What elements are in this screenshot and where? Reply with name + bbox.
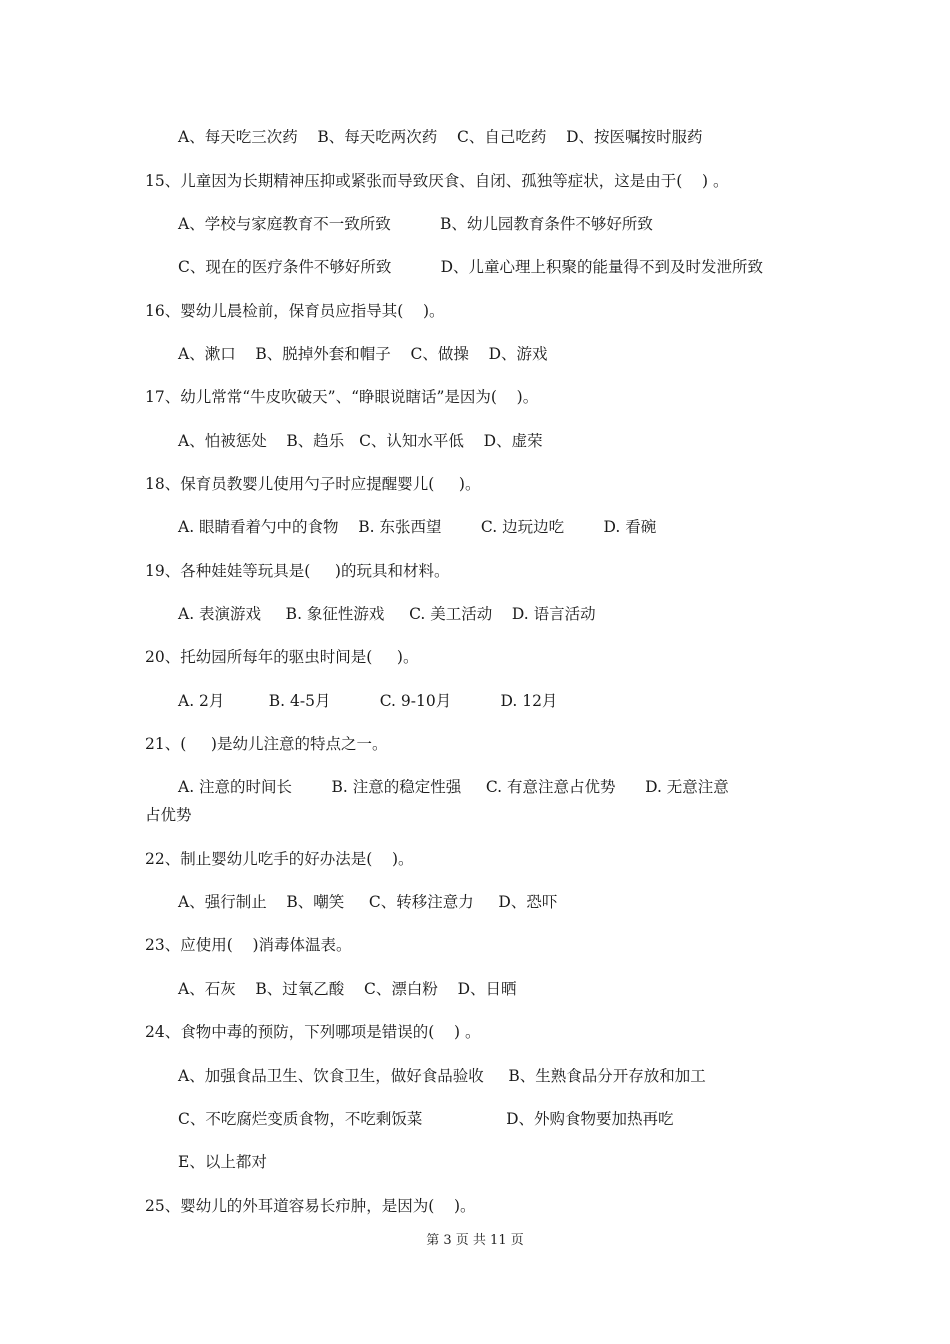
question-text: 21、( )是幼儿注意的特点之一。 [145, 735, 388, 753]
question-text: 15、儿童因为长期精神压抑或紧张而导致厌食、自闭、孤独等症状，这是由于( ) 。 [145, 172, 729, 190]
question-text: A、每天吃三次药 B、每天吃两次药 C、自己吃药 D、按医嘱按时服药 [178, 128, 703, 146]
option-text: A. 眼睛看着勺中的食物 B. 东张西望 C. 边玩边吃 D. 看碗 [178, 518, 657, 536]
option-text: C、不吃腐烂变质食物，不吃剩饭菜 D、外购食物要加热再吃 [178, 1110, 674, 1128]
question-text: 24、食物中毒的预防，下列哪项是错误的( ) 。 [145, 1023, 481, 1041]
option-text: A、漱口 B、脱掉外套和帽子 C、做操 D、游戏 [178, 345, 548, 363]
option-text: A. 表演游戏 B. 象征性游戏 C. 美工活动 D. 语言活动 [178, 605, 596, 623]
option-text: A、石灰 B、过氧乙酸 C、漂白粉 D、日晒 [178, 980, 517, 998]
question-text: 17、幼儿常常“牛皮吹破天”、“睁眼说瞎话”是因为( )。 [145, 388, 539, 406]
option-text: A、怕被惩处 B、趋乐 C、认知水平低 D、虚荣 [178, 432, 543, 450]
option-text-wrap: 占优势 [145, 806, 192, 824]
question-text: 19、各种娃娃等玩具是( )的玩具和材料。 [145, 562, 450, 580]
option-text: C、现在的医疗条件不够好所致 D、儿童心理上积聚的能量得不到及时发泄所致 [178, 258, 764, 276]
page-footer: 第 3 页 共 11 页 [426, 1233, 524, 1248]
question-text: 20、托幼园所每年的驱虫时间是( )。 [145, 648, 419, 666]
question-text: 16、婴幼儿晨检前，保育员应指导其( )。 [145, 302, 445, 320]
option-text: A、强行制止 B、嘲笑 C、转移注意力 D、恐吓 [178, 893, 558, 911]
question-text: 25、婴幼儿的外耳道容易长疖肿，是因为( )。 [145, 1197, 476, 1215]
option-text: A. 注意的时间长 B. 注意的稳定性强 C. 有意注意占优势 D. 无意注意 [178, 778, 729, 796]
question-text: 22、制止婴幼儿吃手的好办法是( )。 [145, 850, 414, 868]
question-text: 23、应使用( )消毒体温表。 [145, 936, 352, 954]
option-text: A、加强食品卫生、饮食卫生，做好食品验收 B、生熟食品分开存放和加工 [178, 1067, 706, 1085]
option-text: A、学校与家庭教育不一致所致 B、幼儿园教育条件不够好所致 [178, 215, 653, 233]
option-text: E、以上都对 [178, 1153, 267, 1171]
option-text: A. 2月 B. 4-5月 C. 9-10月 D. 12月 [178, 692, 558, 710]
question-text: 18、保育员教婴儿使用勺子时应提醒婴儿( )。 [145, 475, 481, 493]
